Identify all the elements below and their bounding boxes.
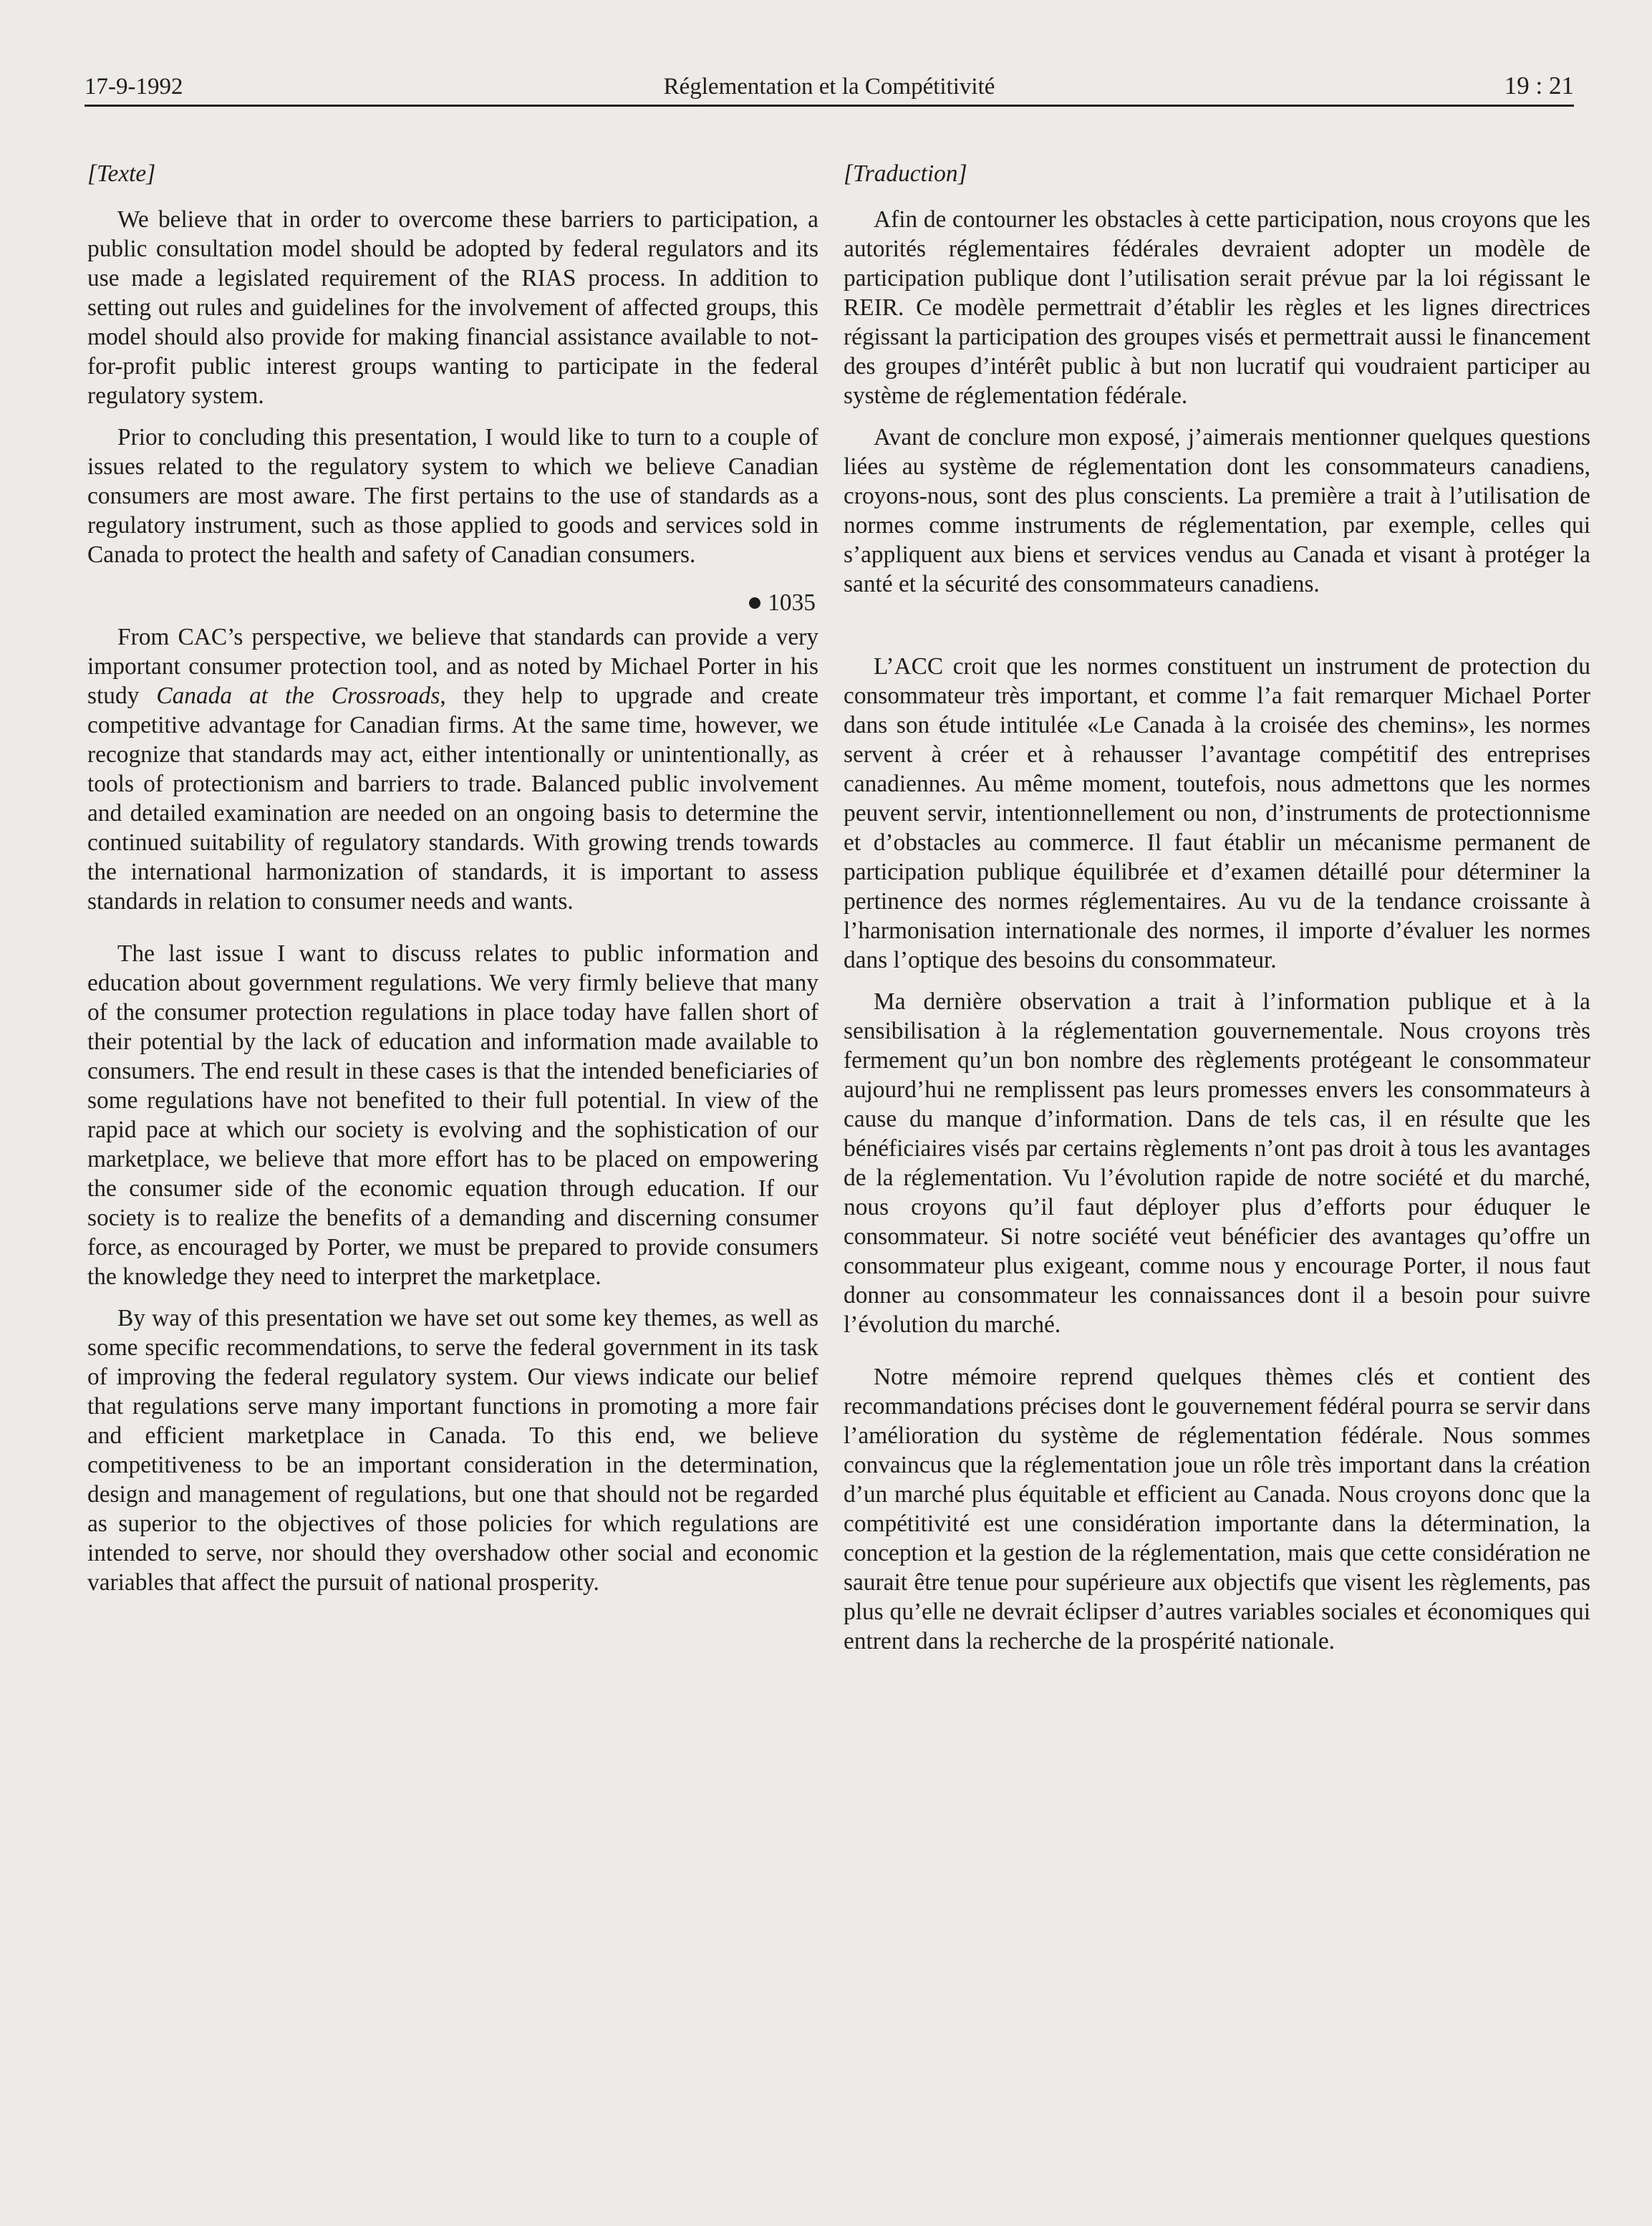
paragraph: Ma dernière observation a trait à l’information publique et à la sensibilisation à la réglementation gouvernementale. Nous croyons très fermement qu’un bon nombre des règlements protégeant le consommateur aujourd’hui ne remplissent pas leurs promesses envers les consommateurs à cause du manque d’information. Dans de tels cas, il en résulte que les bénéficiaires visés par certains règlements n’ont pas droit à tous les avantages de la réglementation. Vu l’évolution rapide de notre société et du marché, nous croyons qu’il faut déployer plus d’efforts pour éduquer le consommateur. Si notre société veut bénéficier des avantages qu’offre un consommateur plus exigeant, comme nous y encourage Porter, il nous faut donner au consommateur les connaissances dont il a besoin pour suivre l’évolution du marché.	[844, 988, 1590, 1338]
time-marker	[87, 588, 818, 622]
french-column	[844, 159, 1590, 1656]
paragraph: Afin de contourner les obstacles à cette participation, nous croyons que les autorités réglementaires fédérales devraient adopter un modèle de participation publique dont l’utilisation serait prévue par la loi régissant le REIR. Ce modèle permettrait d’établir les règles et les lignes directrices régissant la participation des groupes visés et permettrait aussi le financement des groupes d’intérêt public à but non lucratif qui voudraient participer au système de réglementation fédérale.	[844, 206, 1590, 409]
paragraph: The last issue I want to discuss relates to public information and education about government regulations. We very firmly believe that many of the consumer protection regulations in place today have fallen short of their potential by the lack of education and information made available to consumers. The end result in these cases is that the intended beneficiaries of some regulations have not benefited to their full potential. In view of the rapid pace at which our society is evolving and the sophistication of our marketplace, we believe that more effort has to be placed on empowering the consumer side of the economic equation through education. If our society is to realize the benefits of a demanding and discerning consumer force, as encouraged by Porter, we must be prepared to provide consumers the knowledge they need to interpret the marketplace.	[87, 940, 818, 1290]
paragraph-text: , they help to upgrade and create competitive advantage for Canadian firms. At the same time, however, we recognize that standards may act, either intentionally or unintentionally, as tools of protectionism and barriers to trade. Balanced public involvement and detailed examination are needed on an ongoing basis to determine the continued suitability of regulatory standards. With growing trends towards the international harmonization of standards, it is important to assess standards in relation to consumer needs and wants.	[87, 683, 818, 915]
study-title: Canada at the Crossroads	[156, 683, 440, 709]
paragraph: Prior to concluding this presentation, I would like to turn to a couple of issues related to the regulatory system to which we believe Canadian consumers are most aware. The first pertains to the use of standards as a regulatory instrument, such as those applied to goods and services sold in Canada to protect the health and safety of Canadian consumers.	[87, 424, 818, 568]
header-page-number: 19 : 21	[1504, 72, 1574, 100]
paragraph: By way of this presentation we have set out some key themes, as well as some specific recommendations, to serve the federal government in its task of improving the federal regulatory system. Our views indicate our belief that regulations serve many important functions in promoting a more fair and efficient marketplace in Canada. To this end, we believe competitiveness to be an important consideration in the determination, design and management of regulations, but one that should not be regarded as superior to the objectives of those policies for which regulations are intended to serve, nor should they overshadow other social and economic variables that affect the pursuit of national prosperity.	[87, 1305, 818, 1596]
english-column	[87, 159, 818, 1597]
paragraph	[87, 622, 818, 916]
paragraph-text: From CAC’s perspective, we believe that standards can provide a very important consumer protection tool, and as noted by Michael Porter in his study	[87, 624, 818, 709]
page-header	[84, 69, 1574, 107]
text-tag: [Texte]	[87, 160, 156, 187]
paragraph: Notre mémoire reprend quelques thèmes clés et contient des recommandations précises dont le gouvernement fédéral pourra se servir dans l’amélioration du système de réglementation fédérale. Nous sommes convaincus que la réglementation joue un rôle très important dans la création d’un marché plus équitable et efficient au Canada. Nous croyons donc que la compétitivité est une considération importante dans la détermination, la conception et la gestion de la réglementation, mais que cette considération ne saurait être tenue pour supérieure aux objectifs que visent les règlements, pas plus qu’elle ne devrait éclipser d’autres variables sociales et économiques qui entrent dans la recherche de la prospérité nationale.	[844, 1364, 1590, 1654]
translation-tag: [Traduction]	[844, 160, 967, 187]
header-title: Réglementation et la Compétitivité	[663, 74, 995, 100]
bullet-icon	[749, 597, 760, 609]
time-marker-label: 1035	[768, 589, 816, 616]
header-date: 17-9-1992	[84, 74, 183, 100]
paragraph: We believe that in order to overcome these barriers to participation, a public consultation model should be adopted by federal regulators and its use made a legislated requirement of the RIAS process. In addition to setting out rules and guidelines for the involvement of affected groups, this model should also provide for making financial assistance available to not-for-profit public interest groups wanting to participate in the federal regulatory system.	[87, 206, 818, 409]
paragraph: Avant de conclure mon exposé, j’aimerais mentionner quelques questions liées au système de réglementation dont les consommateurs canadiens, croyons-nous, sont des plus conscients. La première a trait à l’utilisation de normes comme instruments de réglementation, par exemple, celles qui s’appliquent aux biens et services vendus au Canada et visant à protéger la santé et la sécurité des consommateurs canadiens.	[844, 424, 1590, 597]
paragraph: L’ACC croit que les normes constituent un instrument de protection du consommateur très important, et comme l’a fait remarquer Michael Porter dans son étude intitulée «Le Canada à la croisée des chemins», les normes servent à créer et à rehausser l’avantage compétitif des entreprises canadiennes. Au même moment, toutefois, nous admettons que les normes peuvent servir, intentionnellement ou non, d’instruments de protectionnisme et d’obstacles au commerce. Il faut établir un mécanisme permanent de participation publique équilibrée et d’examen détaillé pour déterminer la pertinence des normes réglementaires. Au vu de la tendance croissante à l’harmonisation internationale des normes, il importe d’évaluer les normes dans l’optique des besoins du consommateur.	[844, 653, 1590, 973]
